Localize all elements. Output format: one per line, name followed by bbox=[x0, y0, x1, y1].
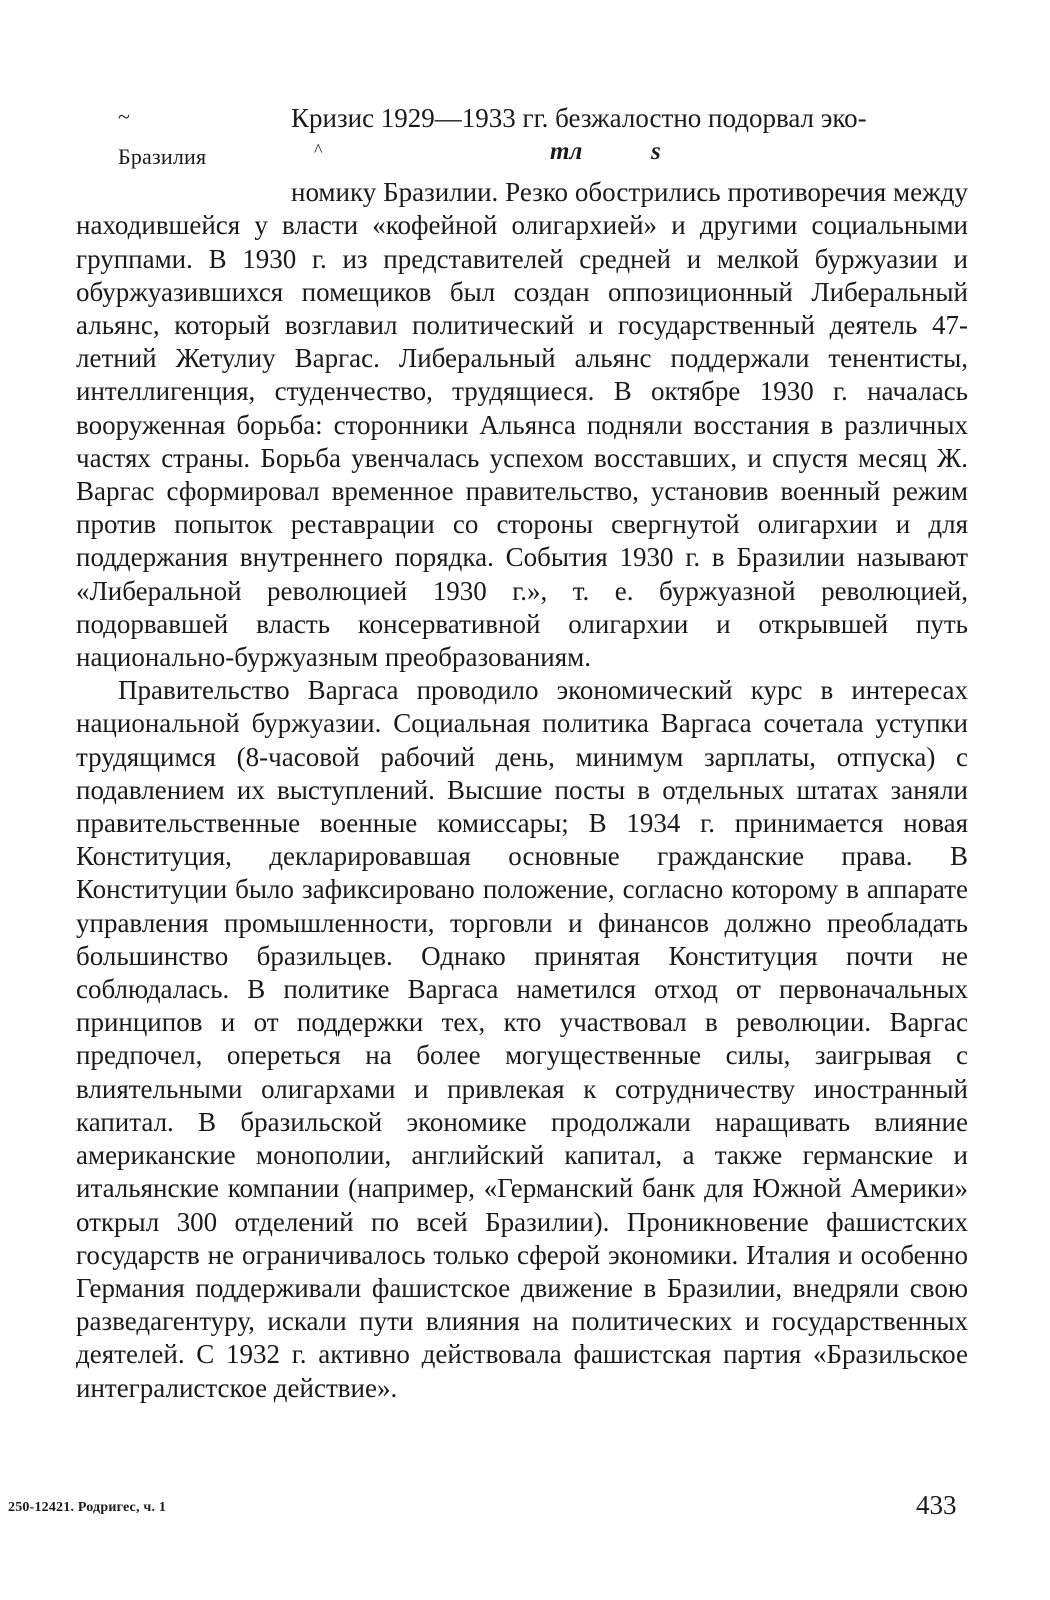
paragraph-2: Правительство Варгаса проводило экономический курс в интересах национальной буржуазии. Социальная политика Варгаса сочетала уступки трудящимся (8-часовой рабочий день, минимум зарплаты, отпуска) с подавлением их выступлений. Высшие посты в отдельных штатах заняли правительственные военные комиссары; В 1934 г. принимается новая Конституция, декларировавшая основные гражданские права. В Конституции было зафиксировано положение, согласно которому в аппарате управления промышленности, торговли и финансов должно преобладать большинство бразильцев. Однако принятая Конституция почти не соблюдалась. В политике Варгаса наметился отход от первоначальных принципов и от поддержки тех, кто участвовал в революции. Варгас предпочел, опереться на более могущественные силы, заигрывая с влиятельными олигархами и привлекая к сотрудничеству иностранный капитал. В бразильской экономике продолжали наращивать влияние американские монополии, английский капитал, а также германские и итальянские компании (например, «Германский банк для Южной Америки» открыл 300 отделений по всей Бразилии). Проникновение фашистских государств не ограничивалось только сферой экономики. Италия и особенно Германия поддерживали фашистское движение в Бразилии, внедряли свою разведагентуру, искали пути влияния на политических и государственных деятелей. С 1932 г. активно действовала фашистская партия «Бразильское интегралистское действие». bbox=[76, 675, 968, 1403]
paragraph-first-line: Кризис 1929—1933 гг. безжалостно подорвал эко- bbox=[291, 103, 867, 133]
page-number: 433 bbox=[916, 1490, 957, 1520]
margin-gap bbox=[76, 135, 968, 176]
margin-tilde: ~ bbox=[118, 104, 130, 129]
body-text bbox=[76, 102, 968, 1405]
printer-signature: 250-12421. Родригес, ч. 1 bbox=[8, 1500, 167, 1515]
ocr-artifact: тл bbox=[550, 138, 583, 165]
ocr-artifact: s bbox=[651, 138, 661, 165]
paragraph-1: номику Бразилии. Резко обострились противоречия между находившейся у власти «кофейной олигархией» и другими социальными группами. В 1930 г. из представителей средней и мелкой буржуазии и обуржуазившихся помещиков был создан оппозиционный Либеральный альянс, который возглавил политический и государственный деятель 47-летний Жетулиу Варгас. Либеральный альянс поддержали тенентисты, интеллигенция, студенчество, трудящиеся. В октябре 1930 г. началась вооруженная борьба: сторонники Альянса подняли восстания в различных частях страны. Борьба увенчалась успехом восставших, и спустя месяц Ж. Варгас сформировал временное правительство, установив военный режим против попыток реставрации со стороны свергнутой олигархии и для поддержания внутреннего порядка. События 1930 г. в Бразилии называют «Либеральной революцией 1930 г.», т. е. буржуазной революцией, подорвавшей власть консервативной олигархии и открывшей путь национально-буржуазным преобразованиям. bbox=[76, 177, 968, 673]
section-label: Бразилия bbox=[118, 144, 207, 169]
margin-caret: ^ bbox=[314, 140, 323, 160]
